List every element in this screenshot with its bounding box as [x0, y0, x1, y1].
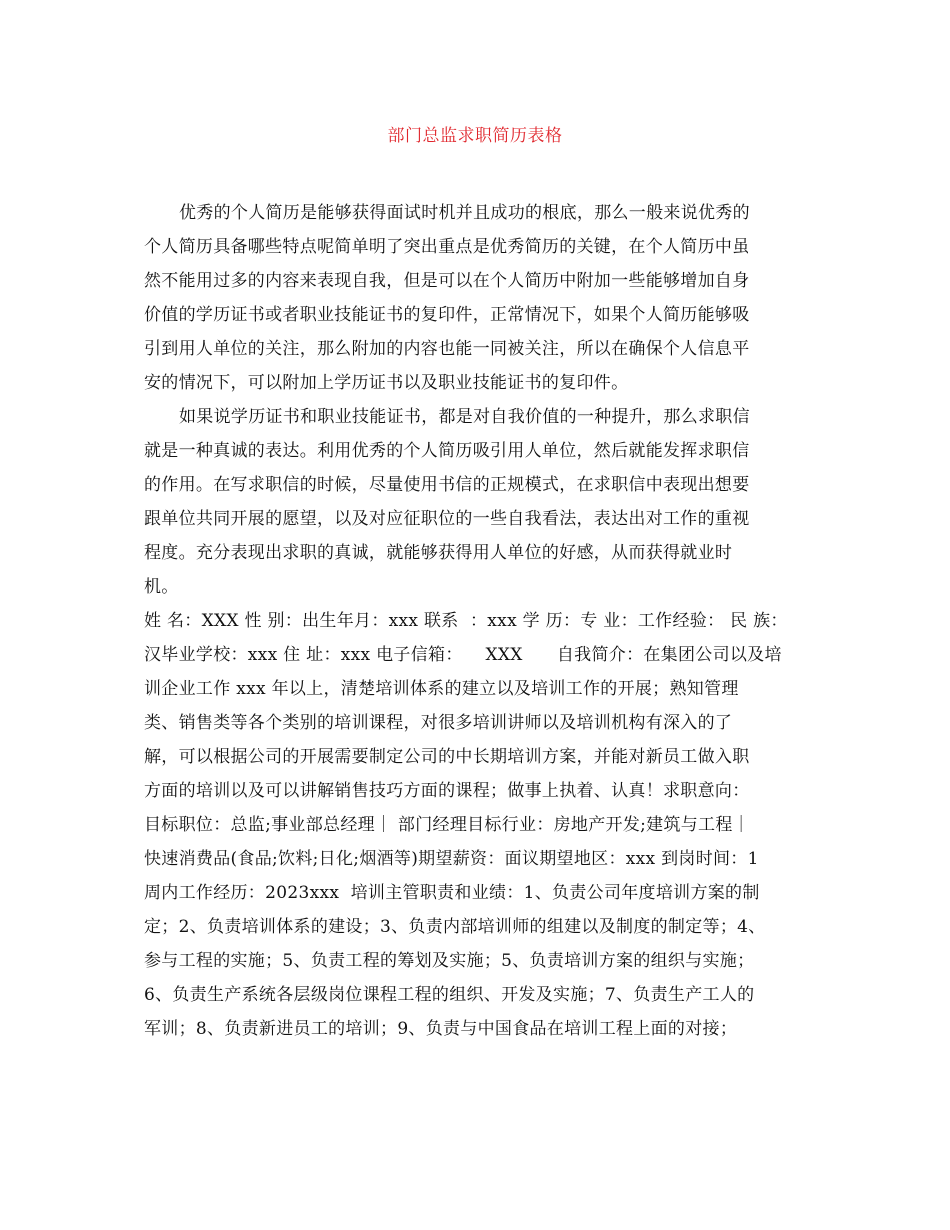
text-line: 价值的学历证书或者职业技能证书的复印件，正常情况下，如果个人简历能够吸 — [144, 305, 750, 325]
text-line: 如果说学历证书和职业技能证书，都是对自我价值的一种提升，那么求职信 — [179, 407, 750, 427]
text-line: 然不能用过多的内容来表现自我，但是可以在个人简历中附加一些能够增加自身 — [144, 271, 750, 291]
text-line: 快速消费品(食品;饮料;日化;烟酒等)期望薪资：面议期望地区：xxx 到岗时间：1 — [144, 849, 759, 869]
text-line: 方面的培训以及可以讲解销售技巧方面的课程；做事上执着、认真！求职意向： — [144, 781, 750, 801]
text-line: 参与工程的实施；5、负责工程的筹划及实施；5、负责培训方案的组织与实施； — [144, 951, 755, 971]
text-line: 跟单位共同开展的愿望，以及对应征职位的一些自我看法，表达出对工作的重视 — [144, 509, 750, 529]
paragraph-resume-details — [144, 604, 812, 1046]
text-line: 引到用人单位的关注，那么附加的内容也能一同被关注，所以在确保个人信息平 — [144, 339, 750, 359]
text-line: 定；2、负责培训体系的建设；3、负责内部培训师的组建以及制度的制定等；4、 — [144, 917, 766, 937]
document-body — [144, 196, 812, 1046]
paragraph-intro — [144, 196, 812, 400]
text-line: 6、负责生产系统各层级岗位课程工程的组织、开发及实施；7、负责生产工人的 — [144, 985, 755, 1005]
text-line: 军训；8、负责新进员工的培训；9、负责与中国食品在培训工程上面的对接； — [144, 1019, 738, 1039]
text-line: 个人简历具备哪些特点呢简单明了突出重点是优秀简历的关键，在个人简历中虽 — [144, 237, 750, 257]
text-line: 目标职位：总监;事业部总经理｜ 部门经理目标行业：房地产开发;建筑与工程｜ — [144, 815, 750, 835]
text-line: 的作用。在写求职信的时候，尽量使用书信的正规模式，在求职信中表现出想要 — [144, 475, 750, 495]
text-line: 优秀的个人简历是能够获得面试时机并且成功的根底，那么一般来说优秀的 — [179, 203, 750, 223]
text-line: 训企业工作 xxx 年以上，清楚培训体系的建立以及培训工作的开展；熟知管理 — [144, 679, 739, 699]
text-line: 类、销售类等各个类别的培训课程，对很多培训讲师以及培训机构有深入的了 — [144, 713, 733, 733]
text-line: 安的情况下，可以附加上学历证书以及职业技能证书的复印件。 — [144, 373, 629, 393]
text-line: 汉毕业学校：xxx 住 址：xxx 电子信箱： XXX 自我简介：在集团公司以及培 — [144, 645, 782, 665]
paragraph-cover-letter — [144, 400, 812, 604]
text-line: 周内工作经历：2023xxx 培训主管职责和业绩：1、负责公司年度培训方案的制 — [144, 883, 760, 903]
document-title: 部门总监求职简历表格 — [387, 126, 563, 146]
text-line: 就是一种真诚的表达。利用优秀的个人简历吸引用人单位，然后就能发挥求职信 — [144, 441, 750, 461]
text-line: 程度。充分表现出求职的真诚，就能够获得用人单位的好感，从而获得就业时 — [144, 543, 733, 563]
text-line: 机。 — [144, 577, 179, 597]
text-line: 姓 名：XXX 性 别：出生年月：xxx 联系 ：xxx 学 历：专 业：工作经验： 民 族： — [144, 611, 788, 631]
text-line: 解，可以根据公司的开展需要制定公司的中长期培训方案，并能对新员工做入职 — [144, 747, 750, 767]
